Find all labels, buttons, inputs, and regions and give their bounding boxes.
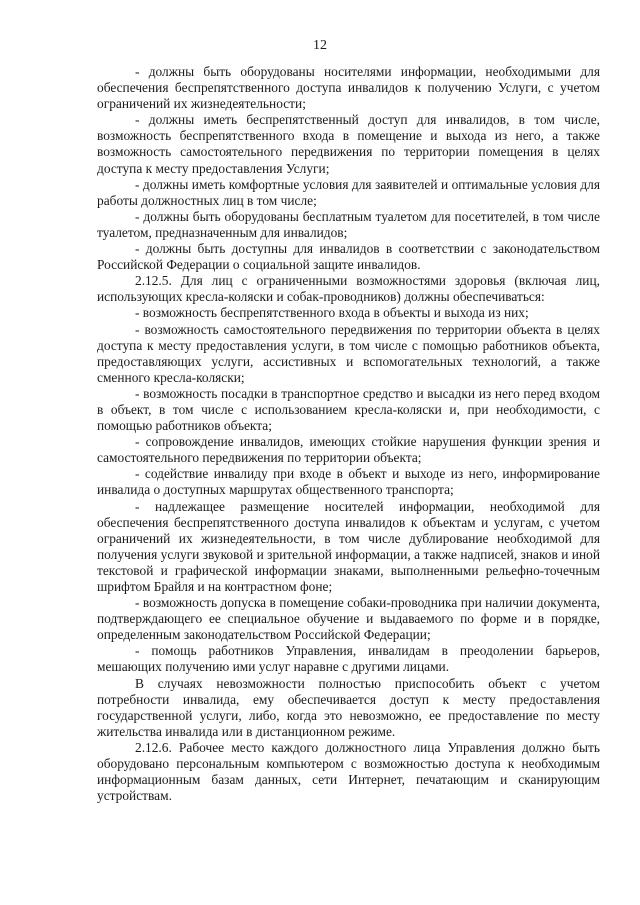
paragraph-7: - возможность беспрепятственного входа в объекты и выхода из них;: [135, 305, 529, 321]
paragraph-10: - сопровождение инвалидов, имеющих стойкие нарушения функции зрения и самостоятельного передвижения по территории объекта;: [97, 434, 600, 466]
paragraph-8: - возможность самостоятельного передвижения по территории объекта в целях доступа к месту предоставления услуги, в том числе с помощью работников объекта, предоставляющих услуги, ассистивных и вспомогательных технологий, а также сменного кресла-коляски;: [97, 321, 600, 385]
paragraph-15: В случаях невозможности полностью приспособить объект с учетом потребности инвалида, ему обеспечивается доступ к месту предоставления государственной услуги, либо, когда это невозможно, ее предоставление по месту жительства инвалида или в дистанционном режиме.: [97, 675, 600, 739]
document-body: [97, 64, 600, 804]
paragraph-6: 2.12.5. Для лиц с ограниченными возможностями здоровья (включая лиц, использующих кресла-коляски и собак-проводников) должны обеспечиваться:: [97, 273, 600, 305]
paragraph-9: - возможность посадки в транспортное средство и высадки из него перед входом в объект, в том числе с использованием кресла-коляски и, при необходимости, с помощью работников объекта;: [97, 385, 600, 434]
paragraph-5: - должны быть доступны для инвалидов в соответствии с законодательством Российской Федерации о социальной защите инвалидов.: [97, 241, 600, 273]
paragraph-1: - должны быть оборудованы носителями информации, необходимыми для обеспечения беспрепятственного доступа инвалидов к получению Услуги, с учетом ограничений их жизнедеятельности;: [97, 64, 600, 112]
paragraph-4: - должны быть оборудованы бесплатным туалетом для посетителей, в том числе туалетом, предназначенным для инвалидов;: [97, 208, 600, 240]
paragraph-2: - должны иметь беспрепятственный доступ для инвалидов, в том числе, возможность беспрепятственного входа в помещение и выхода из него, а также возможность самостоятельного передвижения по территории помещения в целях доступа к месту предоставления Услуги;: [97, 112, 600, 176]
paragraph-16: 2.12.6. Рабочее место каждого должностного лица Управления должно быть оборудовано персональным компьютером с возможностью доступа к необходимым информационным базам данных, сети Интернет, печатающим и сканирующим устройствам.: [97, 739, 600, 804]
paragraph-11: - содействие инвалиду при входе в объект и выходе из него, информирование инвалида о доступных маршрутах общественного транспорта;: [97, 466, 600, 498]
page-number: 12: [313, 38, 327, 53]
paragraph-14: - помощь работников Управления, инвалидам в преодолении барьеров, мешающих получению ими услуг наравне с другими лицами.: [97, 643, 600, 675]
paragraph-3: - должны иметь комфортные условия для заявителей и оптимальные условия для работы должностных лиц в том числе;: [97, 176, 600, 208]
paragraph-13: - возможность допуска в помещение собаки-проводника при наличии документа, подтверждающего ее специальное обучение и выдаваемого по форме и в порядке, определенным законодательством Российской Федерации;: [97, 595, 600, 643]
paragraph-12: - надлежащее размещение носителей информации, необходимой для обеспечения беспрепятственного доступа инвалидов к объектам и услугам, с учетом ограничений их жизнедеятельности, в том числе дублирование необходимой для получения услуги звуковой и зрительной информации, а также надписей, знаков и иной текстовой и графической информации знаками, выполненными рельефно-точечным шрифтом Брайля и на контрастном фоне;: [97, 498, 600, 594]
